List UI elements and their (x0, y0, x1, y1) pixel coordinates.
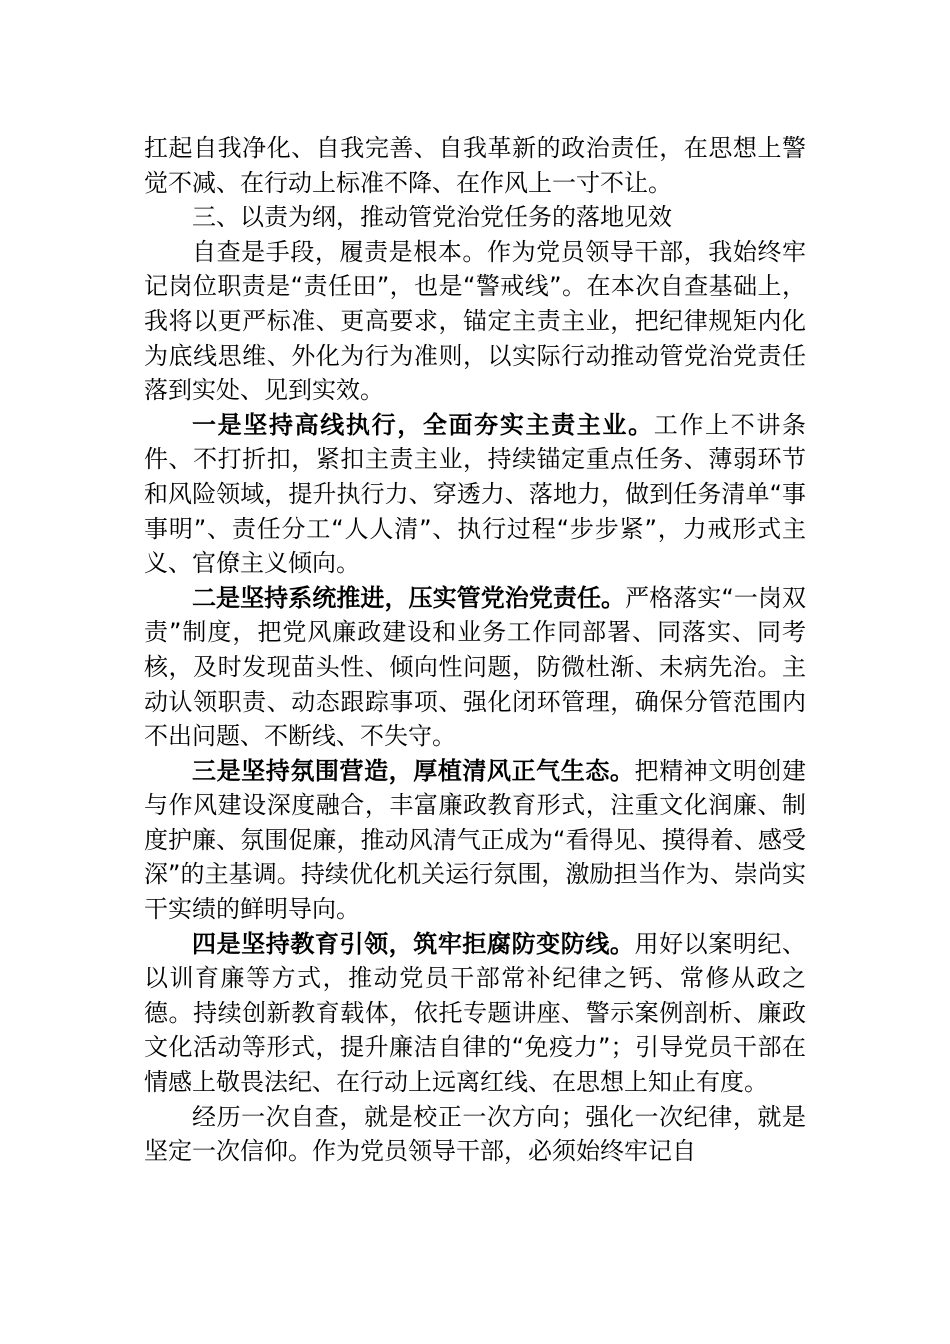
paragraph-item-1 (144, 408, 806, 581)
paragraph-intro: 自查是手段，履责是根本。作为党员领导干部，我始终牢记岗位职责是“责任田”，也是“警戒线”。在本次自查基础上，我将以更严标准、更高要求，锚定主责主业，把纪律规矩内化为底线思维、外化为行为准则，以实际行动推动管党治党责任落到实处、见到实效。 (144, 237, 806, 405)
item-2-lead: 二是坚持系统推进，压实管党治党责任。 (192, 583, 626, 612)
item-3-lead: 三是坚持氛围营造，厚植清风正气生态。 (192, 756, 635, 785)
item-1-lead: 一是坚持高线执行，全面夯实主责主业。 (192, 410, 654, 439)
document-body (144, 131, 806, 1169)
paragraph-item-3 (144, 754, 806, 927)
item-4-lead: 四是坚持教育引领，筑牢拒腐防变防线。 (192, 929, 635, 958)
paragraph-item-4 (144, 927, 806, 1100)
paragraph-continued: 扛起自我净化、自我完善、自我革新的政治责任，在思想上警觉不减、在行动上标准不降、在作风上一寸不让。 (144, 134, 806, 197)
item-3-body: 把精神文明创建与作风建设深度融合，丰富廉政教育形式，注重文化润廉、制度护廉、氛围促廉，推动风清气正成为“看得见、摸得着、感受深”的主基调。持续优化机关运行氛围，激励担当作为、崇尚实干实绩的鲜明导向。 (144, 756, 806, 924)
item-2-body: 严格落实“一岗双责”制度，把党风廉政建设和业务工作同部署、同落实、同考核，及时发现苗头性、倾向性问题，防微杜渐、未病先治。主动认领职责、动态跟踪事项、强化闭环管理，确保分管范围内不出问题、不断线、不失守。 (144, 583, 806, 751)
paragraph-item-2 (144, 581, 806, 754)
item-1-body: 工作上不讲条件、不打折扣，紧扣主责主业，持续锚定重点任务、薄弱环节和风险领域，提升执行力、穿透力、落地力，做到任务清单“事事明”、责任分工“人人清”、执行过程“步步紧”，力戒形式主义、官僚主义倾向。 (144, 410, 807, 578)
section-heading: 三、以责为纲，推动管党治党任务的落地见效 (192, 203, 672, 232)
paragraph-closing: 经历一次自查，就是校正一次方向；强化一次纪律，就是坚定一次信仰。作为党员领导干部，必须始终牢记自 (144, 1102, 806, 1166)
item-4-body: 用好以案明纪、以训育廉等方式，推动党员干部常补纪律之钙、常修从政之德。持续创新教育载体，依托专题讲座、警示案例剖析、廉政文化活动等形式，提升廉洁自律的“免疫力”；引导党员干部在情感上敬畏法纪、在行动上远离红线、在思想上知止有度。 (144, 929, 806, 1097)
